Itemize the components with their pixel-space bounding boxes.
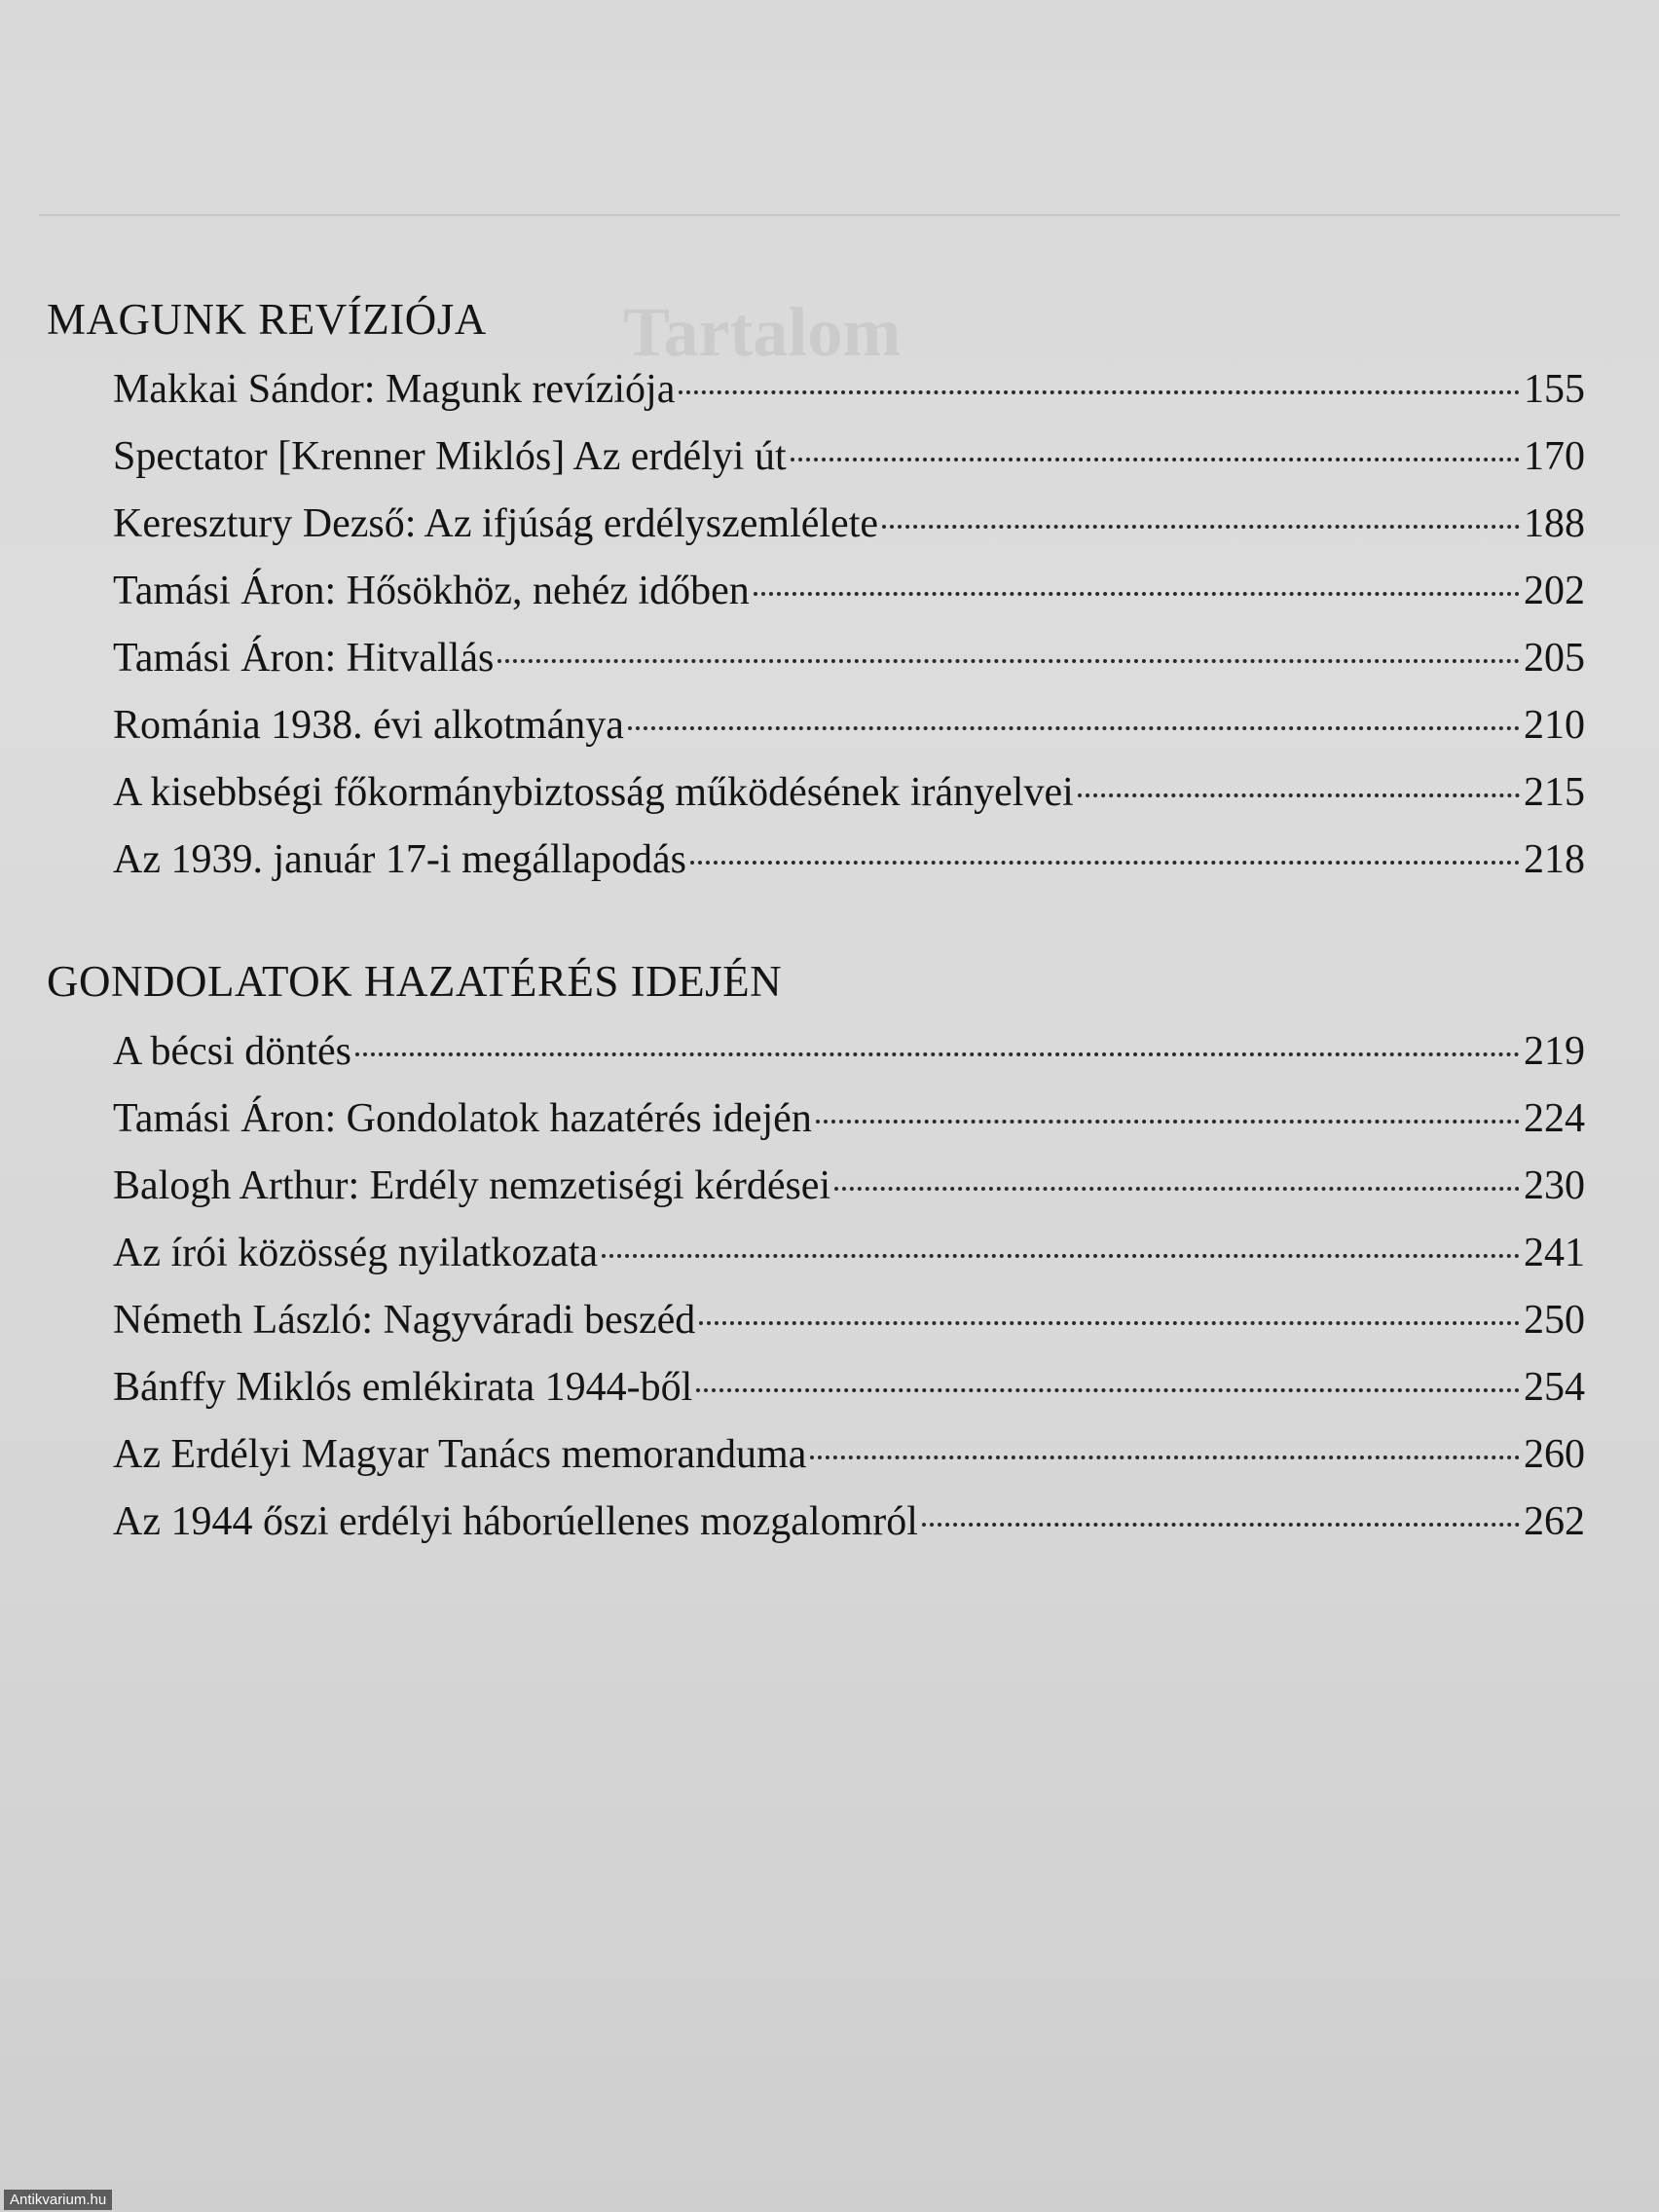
toc-entry[interactable] [47,1018,1585,1086]
page-number: 250 [1524,1298,1585,1343]
section-gondolatok-hazateres-idejen [47,950,1604,1556]
entry-title: Tamási Áron: Hitvallás [113,636,495,681]
entry-title: A kisebbségi főkormánybiztosság működésének irányelvei [113,770,1074,815]
page-number: 188 [1524,501,1585,546]
dot-leader [696,1388,1520,1392]
toc-list [47,356,1604,894]
page-number: 218 [1524,837,1585,882]
toc-entry[interactable] [47,1287,1585,1354]
page-number: 170 [1524,434,1585,479]
dot-leader [699,1321,1520,1325]
entry-title: Tamási Áron: Hősökhöz, nehéz időben [113,569,750,613]
entry-title: A bécsi döntés [113,1029,351,1074]
dot-leader [628,726,1520,730]
dot-leader [679,390,1520,394]
entry-title: Spectator [Krenner Miklós] Az erdélyi út [113,434,787,479]
page-number: 260 [1524,1432,1585,1477]
toc-entry[interactable] [47,424,1585,491]
bleed-through-heading: Tartalom [623,293,902,371]
toc-entry[interactable] [47,1354,1585,1421]
section-magunk-revizioja [47,288,1604,894]
page-number: 210 [1524,703,1585,748]
dot-leader [816,1120,1520,1124]
toc-entry[interactable] [47,759,1585,827]
toc-entry[interactable] [47,356,1585,424]
toc-entry[interactable] [47,1220,1585,1287]
page-number: 224 [1524,1096,1585,1141]
entry-title: Az Erdélyi Magyar Tanács memoranduma [113,1432,807,1477]
entry-title: Az 1944 őszi erdélyi háborúellenes mozgalomról [113,1499,918,1544]
dot-leader [834,1187,1520,1191]
toc-entry[interactable] [47,491,1585,558]
entry-title: Az 1939. január 17-i megállapodás [113,837,686,882]
toc-entry[interactable] [47,1489,1585,1556]
section-title: GONDOLATOK HAZATÉRÉS IDEJÉN [47,957,783,1006]
toc-entry[interactable] [47,1153,1585,1220]
page-number: 254 [1524,1365,1585,1410]
dot-leader [690,861,1520,865]
entry-title: Keresztury Dezső: Az ifjúság erdélyszemlélete [113,501,879,546]
dot-leader [754,592,1520,596]
dot-leader [498,659,1520,663]
dot-leader [882,525,1520,529]
entry-title: Bánffy Miklós emlékirata 1944-ből [113,1365,693,1410]
section-title: MAGUNK REVÍZIÓJA [47,295,487,344]
watermark: Antikvarium.hu [4,2190,112,2210]
toc-entry[interactable] [47,827,1585,894]
entry-title: Az írói közösség nyilatkozata [113,1231,599,1275]
toc-entry[interactable] [47,1421,1585,1489]
page-number: 230 [1524,1163,1585,1208]
dot-leader [1078,793,1520,797]
toc-list [47,1018,1604,1556]
dot-leader [355,1052,1520,1056]
dot-leader [602,1254,1520,1258]
entry-title: Németh László: Nagyváradi beszéd [113,1298,696,1343]
toc-entry[interactable] [47,625,1585,692]
dot-leader [810,1456,1520,1459]
page-number: 205 [1524,636,1585,681]
toc-entry[interactable] [47,692,1585,759]
page-number: 219 [1524,1029,1585,1074]
toc-entry[interactable] [47,1086,1585,1153]
entry-title: Makkai Sándor: Magunk revíziója [113,367,676,412]
entry-title: Románia 1938. évi alkotmánya [113,703,624,748]
toc-entry[interactable] [47,558,1585,625]
bleed-through-rule [39,214,1620,216]
dot-leader [791,458,1520,461]
page-number: 155 [1524,367,1585,412]
page-number: 215 [1524,770,1585,815]
page-number: 202 [1524,569,1585,613]
entry-title: Balogh Arthur: Erdély nemzetiségi kérdései [113,1163,831,1208]
page-number: 262 [1524,1499,1585,1544]
dot-leader [922,1523,1520,1527]
entry-title: Tamási Áron: Gondolatok hazatérés idején [113,1096,812,1141]
page-number: 241 [1524,1231,1585,1275]
